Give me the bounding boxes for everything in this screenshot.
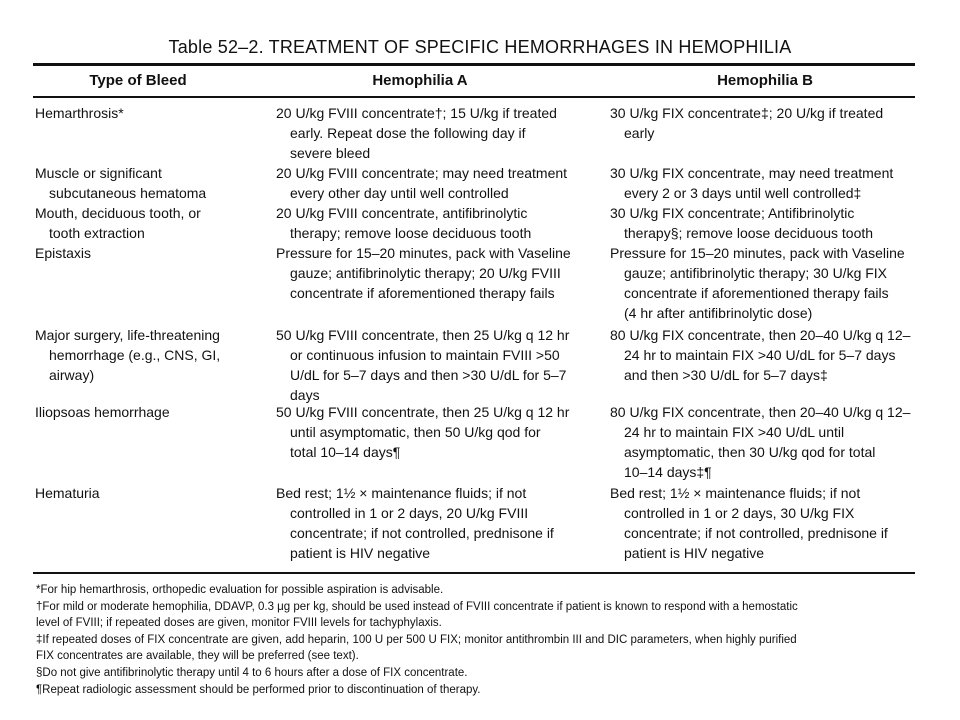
cell-hemophilia-a: Bed rest; 1½ × maintenance fluids; if not controlled in 1 or 2 days, 20 U/kg FVIII concentrate; if not controlled, prednisone if patient is HIV negative <box>276 485 554 561</box>
cell-hemophilia-b: 30 U/kg FIX concentrate; Antifibrinolytic therapy§; remove loose deciduous tooth <box>610 205 874 241</box>
cell-hemophilia-b: Bed rest; 1½ × maintenance fluids; if not controlled in 1 or 2 days, 30 U/kg FIX concentrate; if not controlled, prednisone if patient is HIV negative <box>610 485 888 561</box>
footnotes <box>36 582 916 698</box>
cell-type: Iliopsoas hemorrhage <box>35 404 170 420</box>
cell-type: Major surgery, life-threatening hemorrhage (e.g., CNS, GI, airway) <box>35 327 221 383</box>
cell-hemophilia-a: 50 U/kg FVIII concentrate, then 25 U/kg q 12 hr until asymptomatic, then 50 U/kg qod for total 10–14 days¶ <box>276 404 570 460</box>
cell-hemophilia-b: 30 U/kg FIX concentrate‡; 20 U/kg if treated early <box>610 105 884 141</box>
cell-hemophilia-a: 20 U/kg FVIII concentrate†; 15 U/kg if treated early. Repeat dose the following day if severe bleed <box>276 105 557 161</box>
cell-type: Hematuria <box>35 485 100 501</box>
top-rule <box>33 63 915 66</box>
column-header-type: Type of Bleed <box>89 72 187 89</box>
cell-hemophilia-b: 80 U/kg FIX concentrate, then 20–40 U/kg q 12– 24 hr to maintain FIX >40 U/dL until asymptomatic, then 30 U/kg qod for total 10–14 days‡¶ <box>610 404 911 480</box>
footnote-dagger: †For mild or moderate hemophilia, DDAVP, 0.3 μg per kg, should be used instead of FVIII concentrate if patient is known to respond with a hemostatic level of FVIII; if repeated doses are given, monitor FVIII levels for tachyphylaxis. <box>36 600 798 630</box>
cell-type: Hemarthrosis* <box>35 105 124 121</box>
cell-hemophilia-b: 30 U/kg FIX concentrate, may need treatment every 2 or 3 days until well controlled‡ <box>610 165 894 201</box>
column-header-hemophilia-b: Hemophilia B <box>717 72 813 89</box>
cell-type: Muscle or significant subcutaneous hematoma <box>35 165 207 201</box>
table-title: Table 52–2. TREATMENT OF SPECIFIC HEMORRHAGES IN HEMOPHILIA <box>168 37 792 57</box>
column-header-hemophilia-a: Hemophilia A <box>372 72 468 89</box>
cell-hemophilia-b: Pressure for 15–20 minutes, pack with Vaseline gauze; antifibrinolytic therapy; 30 U/kg FIX concentrate if aforementioned therapy fails (4 hr after antifibrinolytic dose) <box>610 245 905 321</box>
footnote-pilcrow: ¶Repeat radiologic assessment should be performed prior to discontinuation of therapy. <box>36 683 481 696</box>
cell-hemophilia-b: 80 U/kg FIX concentrate, then 20–40 U/kg q 12– 24 hr to maintain FIX >40 U/dL for 5–7 days and then >30 U/dL for 5–7 days‡ <box>610 327 911 383</box>
cell-hemophilia-a: 20 U/kg FVIII concentrate, antifibrinolytic therapy; remove loose deciduous tooth <box>276 205 532 241</box>
cell-type: Epistaxis <box>35 245 92 261</box>
bottom-rule <box>33 572 915 574</box>
footnote-double-dagger: ‡If repeated doses of FIX concentrate are given, add heparin, 100 U per 500 U FIX; monitor antithrombin III and DIC parameters, when highly purified FIX concentrates are available, they will be preferred (see text). <box>36 633 797 663</box>
cell-hemophilia-a: 50 U/kg FVIII concentrate, then 25 U/kg q 12 hr or continuous infusion to maintain FVIII >50 U/dL for 5–7 days and then >30 U/dL for 5–7 days <box>276 327 570 403</box>
cell-type: Mouth, deciduous tooth, or tooth extraction <box>35 205 201 241</box>
footnote-asterisk: *For hip hemarthrosis, orthopedic evaluation for possible aspiration is advisable. <box>36 584 444 596</box>
cell-hemophilia-a: Pressure for 15–20 minutes, pack with Vaseline gauze; antifibrinolytic therapy; 20 U/kg FVIII concentrate if aforementioned therapy fails <box>276 245 571 301</box>
footnote-section: §Do not give antifibrinolytic therapy until 4 to 6 hours after a dose of FIX concentrate. <box>36 666 468 679</box>
cell-hemophilia-a: 20 U/kg FVIII concentrate; may need treatment every other day until well controlled <box>276 165 568 201</box>
header-rule <box>33 96 915 98</box>
